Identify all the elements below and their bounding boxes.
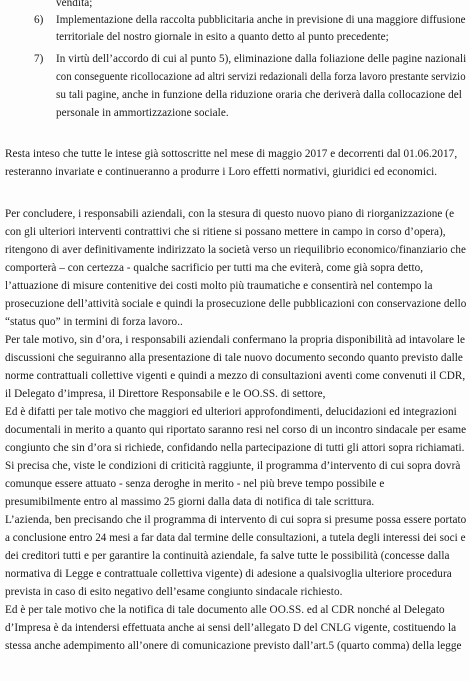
list-item-6-line-2: territoriale del nostro giornale in esito a quanto detto al punto precedente; bbox=[56, 31, 389, 43]
paragraph-2-line-1: Per concludere, i responsabili aziendali, con la stesura di questo nuovo piano di riorganizzazione (e bbox=[5, 208, 455, 220]
paragraph-2-line-7: “status quo” in termini di forza lavoro.. bbox=[5, 316, 183, 328]
paragraph-6-line-3: dei creditori tutti e per garantire la continuità aziendale, fa salve tutte le possibilità (concesse dalla bbox=[5, 550, 450, 562]
paragraph-3-line-2: discussioni che seguiranno alla presentazione di tale nuovo documento secondo quanto previsto dalle bbox=[5, 352, 463, 364]
paragraph-5-line-3: presumibilmente entro al massimo 25 giorni dalla data di notifica di tale scrittura. bbox=[5, 496, 375, 508]
paragraph-4-line-2: documentali in merito a quanto qui riportato saranno resi nel corso di un incontro sindacale per esame bbox=[5, 424, 467, 436]
list-item-5-tail: vendita; bbox=[56, 0, 93, 9]
paragraph-2-line-6: prosecuzione dell’attività sociale e quindi la prosecuzione delle pubblicazioni con conservazione dello bbox=[5, 298, 467, 310]
paragraph-7-line-3: stessa anche adempimento all’onere di comunicazione previsto dall’art.5 (quarto comma) della legge bbox=[5, 640, 462, 652]
paragraph-6-line-1: L’azienda, ben precisando che il programma di intervento di cui sopra si presume possa essere portato bbox=[5, 514, 467, 526]
list-item-7-line-1: In virtù dell’accordo di cui al punto 5), eliminazione dalla foliazione delle pagine nazionali bbox=[56, 53, 467, 65]
paragraph-6-line-5: prevista in caso di esito negativo dell’esame congiunto sindacale richiesto. bbox=[5, 586, 343, 598]
paragraph-2-line-2: con gli ulteriori interventi contrattivi che si ritiene si possano mettere in campo in corso d’opera), bbox=[5, 226, 446, 238]
list-number-6: 6) bbox=[34, 14, 44, 26]
list-item-7-line-3: su tali pagine, anche in funzione della riduzione oraria che deriverà dalla collocazione del bbox=[56, 89, 462, 101]
list-item-7-line-4: personale in ammortizzazione sociale. bbox=[56, 107, 229, 119]
paragraph-2-line-3: ritengono di aver definitivamente indirizzato la società verso un riequilibrio economico/finanziario che bbox=[5, 244, 466, 256]
paragraph-2-line-5: l’attuazione di misure contenitive dei costi molto più traumatiche e consentirà nel contempo la bbox=[5, 280, 433, 292]
paragraph-1-line-1: Resta inteso che tutte le intese già sottoscritte nel mese di maggio 2017 e decorrenti dal 01.06.2017, bbox=[5, 148, 458, 160]
paragraph-7-line-2: d’Impresa è da intendersi effettuata anche ai sensi dell’allegato D del CNLG vigente, costituendo la bbox=[5, 622, 457, 634]
paragraph-2-line-4: comporterà – con certezza - qualche sacrificio per tutti ma che eviterà, come già sopra detto, bbox=[5, 262, 424, 274]
paragraph-3-line-1: Per tale motivo, sin d’ora, i responsabili aziendali confermano la propria disponibilità ad intavolare le bbox=[5, 334, 466, 346]
paragraph-6-line-4: normativa di Legge e contrattuale collettiva vigente) di adesione a qualsivoglia ulteriore procedura bbox=[5, 568, 452, 580]
list-item-7-line-2: con conseguente ricollocazione ad altri servizi redazionali della forza lavoro prestante servizio bbox=[56, 71, 466, 83]
paragraph-6-line-2: a conclusione entro 24 mesi a far data dal termine delle consultazioni, a tutela degli interessi dei soci e bbox=[5, 532, 466, 544]
paragraph-1-line-2: resteranno invariate e continueranno a produrre i Loro effetti normativi, giuridici ed economici. bbox=[5, 166, 438, 178]
paragraph-3-line-4: il Delegato d’impresa, il Direttore Responsabile e le OO.SS. di settore, bbox=[5, 388, 326, 400]
list-number-7: 7) bbox=[34, 53, 44, 65]
list-item-6-line-1: Implementazione della raccolta pubblicitaria anche in previsione di una maggiore diffusione bbox=[56, 14, 466, 26]
paragraph-5-line-2: comunque essere attuato - senza deroghe in merito - nel più breve tempo possibile e bbox=[5, 478, 385, 490]
paragraph-4-line-3: congiunto che sin d’ora si richiede, confidando nella partecipazione di tutti gli attori sopra richiamati. bbox=[5, 442, 465, 454]
paragraph-7-line-1: Ed è per tale motivo che la notifica di tale documento alle OO.SS. ed al CDR nonché al Delegato bbox=[5, 604, 445, 616]
paragraph-5-line-1: Si precisa che, viste le condizioni di criticità raggiunte, il programma d’intervento di cui sopra dovrà bbox=[5, 460, 461, 472]
paragraph-4-line-1: Ed è difatti per tale motivo che maggiori ed ulteriori approfondimenti, delucidazioni ed integrazioni bbox=[5, 406, 457, 418]
paragraph-3-line-3: norme contrattuali collettive vigenti e quindi a mezzo di consultazioni aventi come convenuti il CDR, bbox=[5, 370, 466, 382]
